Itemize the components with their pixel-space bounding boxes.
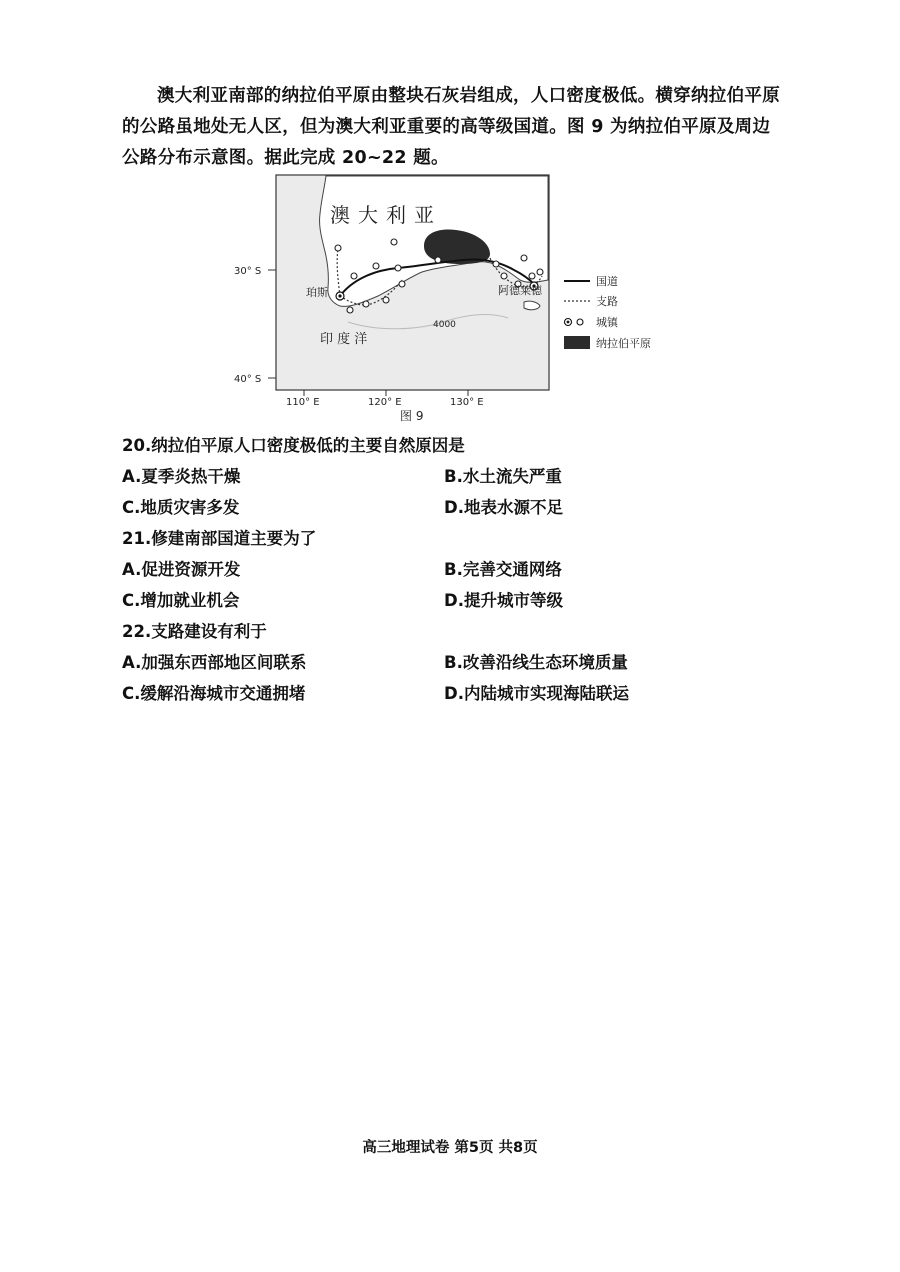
option-row: [122, 461, 802, 492]
question-stem: 20.纳拉伯平原人口密度极低的主要自然原因是: [122, 436, 465, 455]
question-stem: 21.修建南部国道主要为了: [122, 529, 317, 548]
option-row: [122, 678, 802, 709]
option-b: B.水土流失严重: [444, 467, 562, 486]
legend-highway-label: 国道: [596, 275, 618, 288]
legend-plain-swatch: [564, 336, 590, 349]
lon-label-130: 130° E: [450, 397, 484, 408]
option-d: D.地表水源不足: [444, 498, 563, 517]
option-row: [122, 554, 802, 585]
figure-caption: 图 9: [400, 409, 424, 422]
option-row: [122, 647, 802, 678]
main-city-perth: [336, 292, 344, 300]
option-a: A.促进资源开发: [122, 560, 241, 579]
option-c: C.增加就业机会: [122, 591, 240, 610]
option-d: D.内陆城市实现海陆联运: [444, 684, 629, 703]
option-b: B.完善交通网络: [444, 560, 562, 579]
option-row: [122, 585, 802, 616]
option-c: C.地质灾害多发: [122, 498, 240, 517]
option-c: C.缓解沿海城市交通拥堵: [122, 684, 306, 703]
perth-label: 珀斯: [306, 286, 328, 299]
question-22: [122, 616, 802, 709]
question-list: [122, 430, 802, 709]
contour-label: 4000: [433, 320, 456, 330]
question-stem: 22.支路建设有利于: [122, 622, 267, 641]
option-row: [122, 492, 802, 523]
lat-label-30: 30° S: [234, 266, 262, 277]
question-20: [122, 430, 802, 523]
lat-label-40: 40° S: [234, 374, 262, 385]
intro-paragraph: 澳大利亚南部的纳拉伯平原由整块石灰岩组成，人口密度极低。横穿纳拉伯平原的公路虽地处无人区，但为澳大利亚重要的高等级国道。图 9 为纳拉伯平原及周边公路分布示意图。据此完成 20~22 题。: [122, 86, 780, 168]
figure-9-map: [228, 172, 678, 422]
map-svg: [228, 172, 678, 422]
legend-branch-label: 支路: [596, 295, 618, 308]
option-d: D.提升城市等级: [444, 591, 563, 610]
option-b: B.改善沿线生态环境质量: [444, 653, 628, 672]
option-a: A.夏季炎热干燥: [122, 467, 241, 486]
lon-label-110: 110° E: [286, 397, 320, 408]
page-footer: 高三地理试卷 第5页 共8页: [362, 1140, 538, 1156]
country-label: 澳大利亚: [330, 203, 442, 227]
legend-town-label: 城镇: [596, 316, 618, 329]
option-a: A.加强东西部地区间联系: [122, 653, 307, 672]
question-21: [122, 523, 802, 616]
legend-town-swatch: [577, 319, 583, 325]
adelaide-label: 阿德莱德: [498, 284, 542, 297]
ocean-label: 印 度 洋: [320, 332, 368, 347]
map-legend: [564, 275, 651, 350]
legend-plain-label: 纳拉伯平原: [596, 337, 651, 350]
lon-label-120: 120° E: [368, 397, 402, 408]
